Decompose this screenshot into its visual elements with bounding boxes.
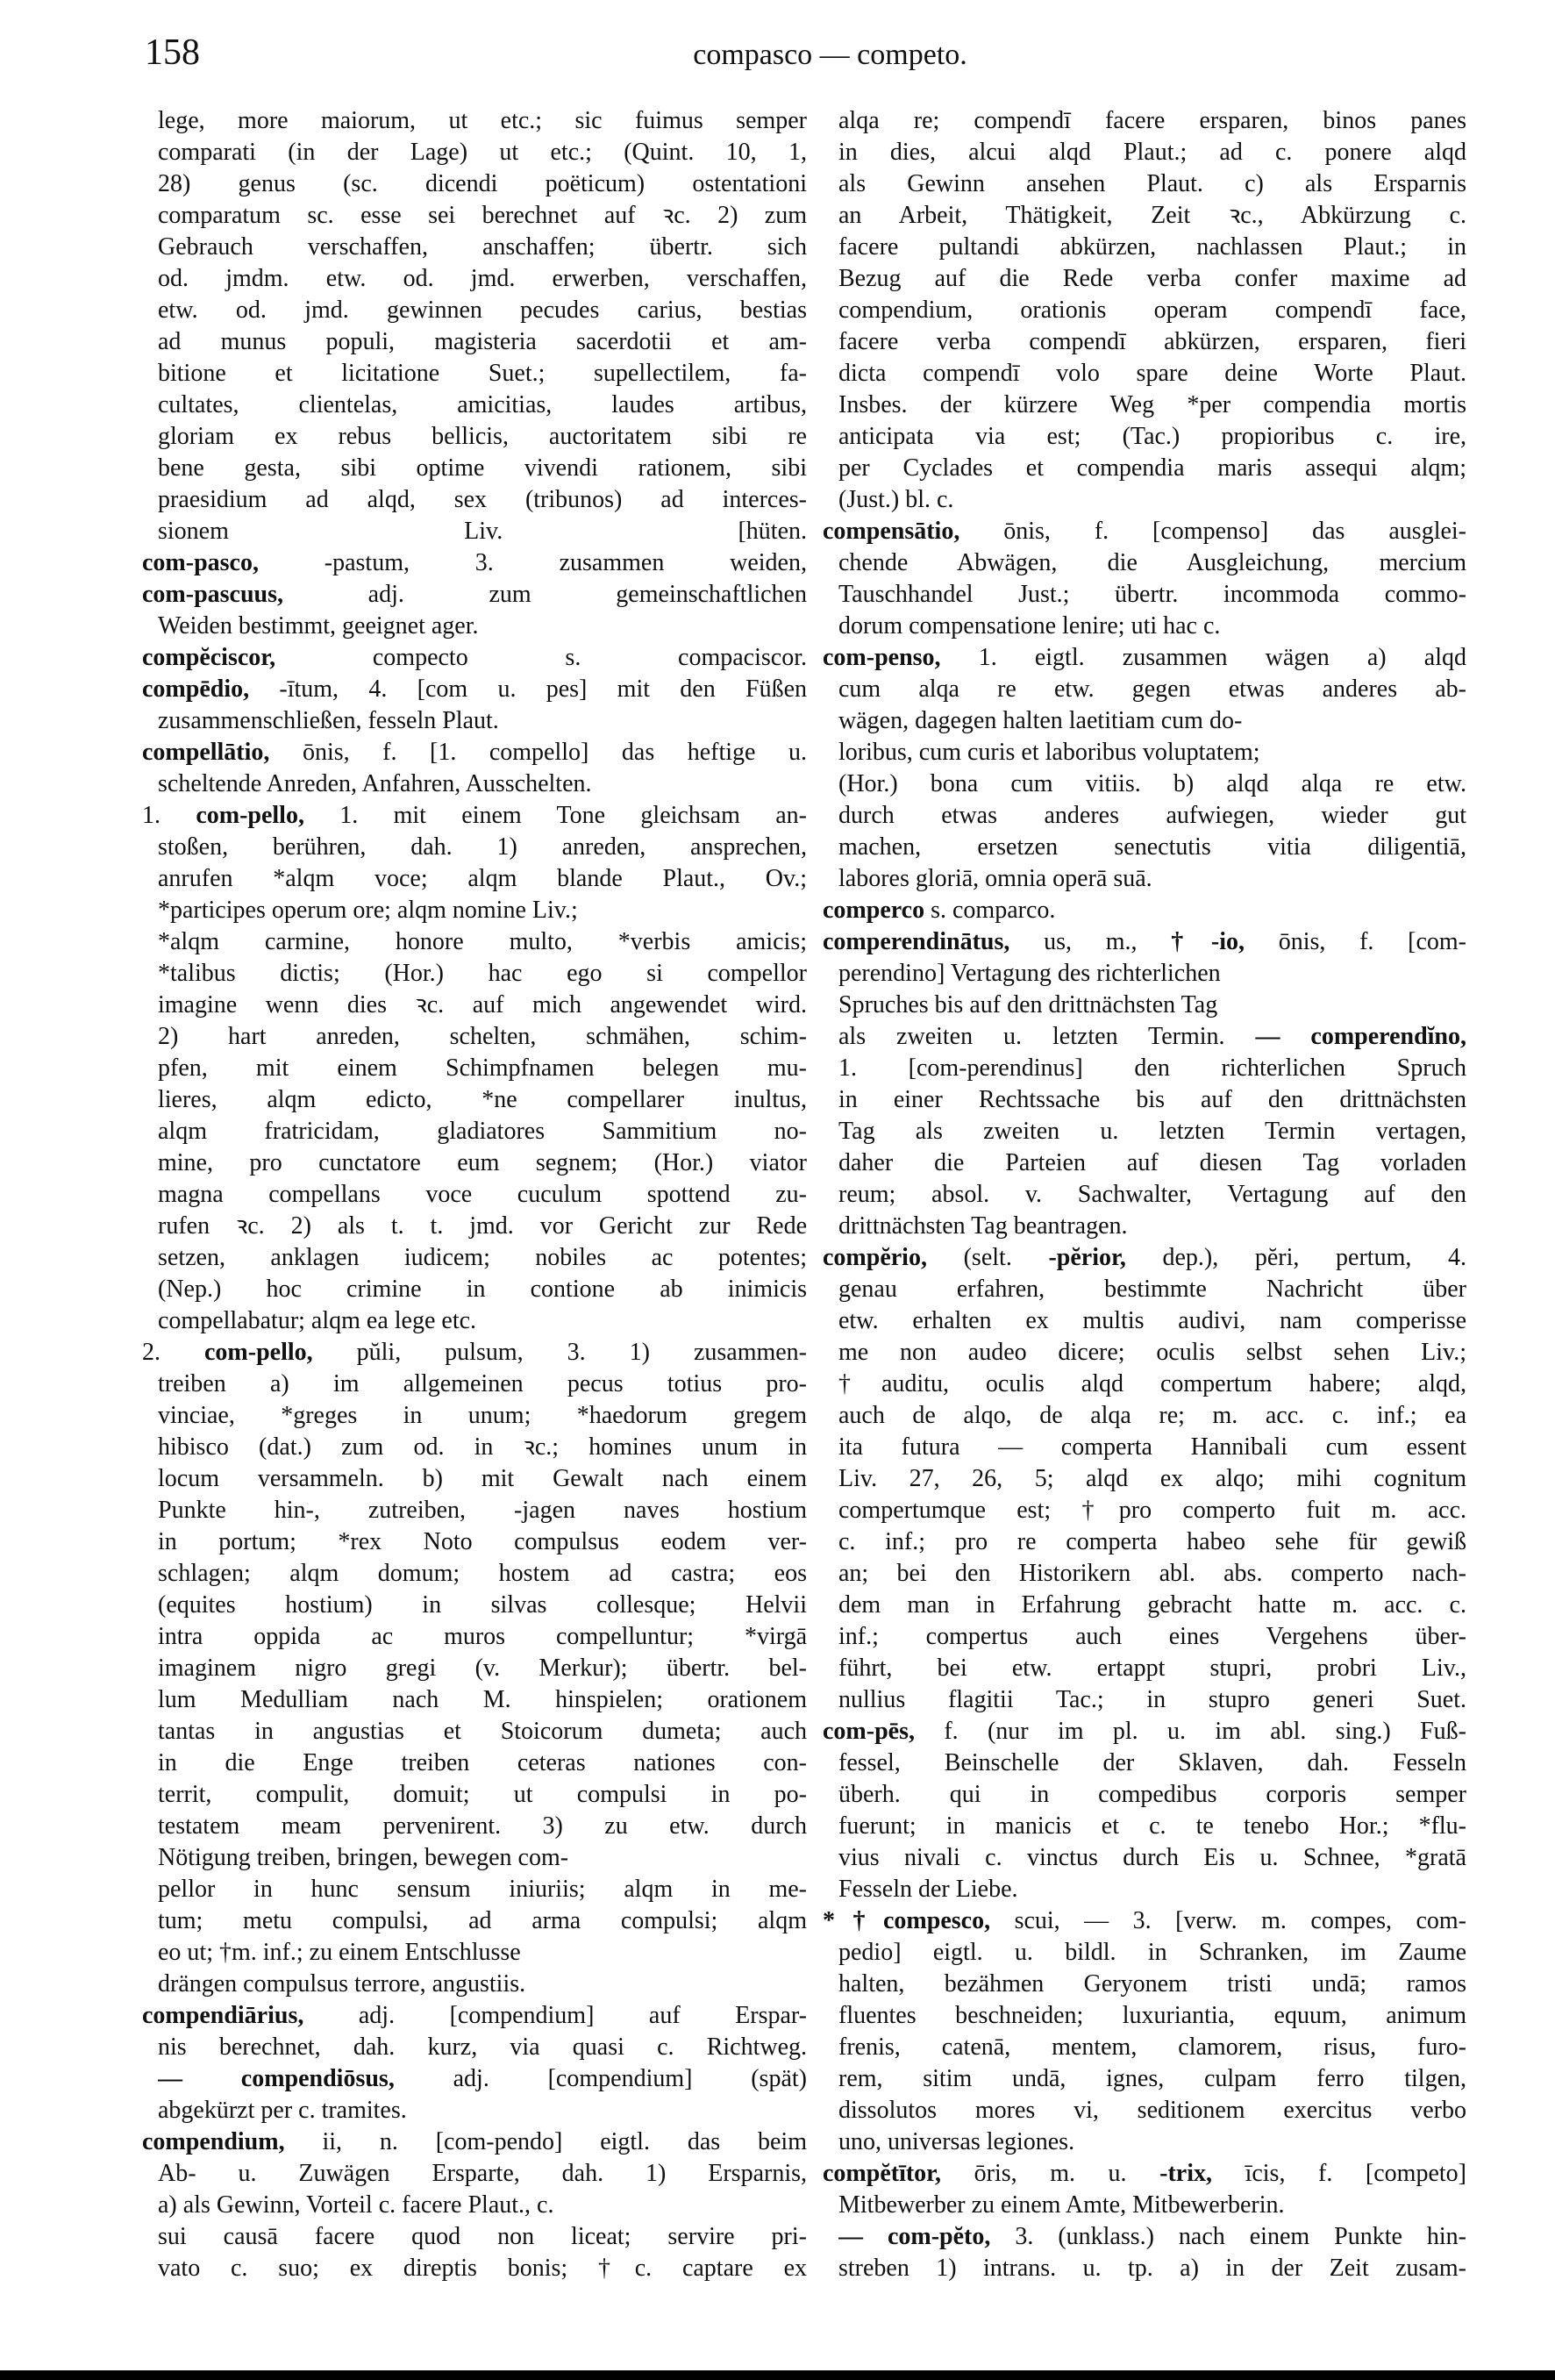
text-line: in einer Rechtssache bis auf den drittnächsten bbox=[838, 1086, 1466, 1113]
text-line: Ab- u. Zuwägen Ersparte, dah. 1) Ersparnis, bbox=[158, 2160, 807, 2187]
text-line: a) als Gewinn, Vorteil c. facere Plaut., c. bbox=[158, 2191, 554, 2219]
text-line: per Cyclades et compendia maris assequi alqm; bbox=[838, 454, 1466, 482]
headword: — compendiōsus, bbox=[158, 2065, 395, 2092]
text-line: drängen compulsus terrore, angustiis. bbox=[158, 1970, 526, 1998]
text-line: scheltende Anreden, Anfahren, Ausschelten. bbox=[158, 770, 592, 797]
entry-text: adj. [compendium] auf Erspar- bbox=[303, 2002, 807, 2029]
entry-text: 1. bbox=[142, 802, 196, 829]
entry-line bbox=[142, 2000, 807, 2032]
text-line: (Just.) bl. c. bbox=[838, 486, 954, 513]
text-line: pfen, mit einem Schimpfnamen belegen mu- bbox=[158, 1054, 807, 1082]
text-line: loribus, cum curis et laboribus voluptatem; bbox=[838, 739, 1260, 766]
text-line: territ, compulit, domuit; ut compulsi in po- bbox=[158, 1781, 807, 1808]
text-line: etw. erhalten ex multis audivi, nam comperisse bbox=[838, 1307, 1466, 1334]
text-line: frenis, catenā, mentem, clamorem, risus, furo- bbox=[838, 2033, 1466, 2061]
left-column bbox=[142, 105, 807, 2284]
text-line: an; bei den Historikern abl. abs. comperto nach- bbox=[838, 1560, 1466, 1587]
text-line: pellor in hunc sensum iniuriis; alqm in me- bbox=[158, 1876, 807, 1903]
entry-text: adj. zum gemeinschaftlichen bbox=[283, 581, 807, 608]
text-line: compendium, orationis operam compendī face, bbox=[838, 297, 1466, 324]
entry-text: adj. [compendium] (spät) bbox=[394, 2065, 807, 2092]
text-line: †auditu, oculis alqd compertum habere; alqd, bbox=[838, 1370, 1466, 1397]
text-line: sionem Liv. [hüten. bbox=[158, 518, 807, 545]
text-line: eo ut; †m. inf.; zu einem Entschlusse bbox=[158, 1939, 521, 1966]
text-line: tum; metu compulsi, ad arma compulsi; alqm bbox=[158, 1907, 807, 1934]
text-line: imagine wenn dies ꝛc. auf mich angewendet wird. bbox=[158, 991, 807, 1018]
text-line: sui causā facere quod non liceat; servire pri- bbox=[158, 2223, 807, 2250]
text-line: dissolutos mores vi, seditionem exercitus verbo bbox=[838, 2097, 1466, 2124]
text-line: vato c. suo; ex direptis bonis; †c. captare ex bbox=[158, 2255, 807, 2282]
entry-line bbox=[823, 1905, 1466, 1937]
entry-text: -pastum, 3. zusammen weiden, bbox=[258, 549, 807, 576]
headword: com-pello, bbox=[196, 802, 304, 829]
text-line: praesidium ad alqd, sex (tribunos) ad interces- bbox=[158, 486, 807, 513]
headword: compensātio, bbox=[823, 518, 960, 545]
text-line: 2) hart anreden, schelten, schmähen, schim- bbox=[158, 1023, 807, 1050]
entry-line bbox=[823, 926, 1466, 958]
text-line: anrufen *alqm voce; alqm blande Plaut., Ov.; bbox=[158, 865, 807, 892]
headword: compendium, bbox=[142, 2128, 285, 2155]
entry-line bbox=[142, 737, 807, 768]
text-line: durch etwas anderes aufwiegen, wieder gut bbox=[838, 802, 1466, 829]
text-line: genau erfahren, bestimmte Nachricht über bbox=[838, 1276, 1466, 1303]
text-line: Insbes. der kürzere Weg *per compendia mortis bbox=[838, 391, 1466, 418]
text-line: dicta compendī volo spare deine Worte Plaut. bbox=[838, 360, 1466, 387]
text-line: als Gewinn ansehen Plaut. c) als Ersparnis bbox=[838, 170, 1466, 197]
entry-line bbox=[142, 1337, 807, 1369]
text-line: od. jmdm. etw. od. jmd. erwerben, verschaffen, bbox=[158, 265, 807, 292]
text-line: compellabatur; alqm ea lege etc. bbox=[158, 1307, 477, 1334]
text-line: comparati (in der Lage) ut etc.; (Quint. 10, 1, bbox=[158, 139, 807, 166]
text-line: 1. [com-perendinus] den richterlichen Spruch bbox=[838, 1054, 1466, 1082]
text-line: streben 1) intrans. u. tp. a) in der Zeit zusam- bbox=[838, 2255, 1466, 2282]
text-line: führt, bei etw. ertappt stupri, probri Liv., bbox=[838, 1655, 1466, 1682]
text-line: Punkte hin-, zutreiben, -jagen naves hostium bbox=[158, 1497, 807, 1524]
text-line: Fesseln der Liebe. bbox=[838, 1876, 1018, 1903]
text-line: lieres, alqm edicto, *ne compellarer inultus, bbox=[158, 1086, 807, 1113]
page-number: 158 bbox=[145, 32, 200, 73]
headword: com-pello, bbox=[204, 1339, 313, 1366]
text-line: imaginem nigro gregi (v. Merkur); übertr. bel- bbox=[158, 1655, 807, 1682]
entry-text: 2. bbox=[142, 1339, 204, 1366]
text-line: etw. od. jmd. gewinnen pecudes carius, bestias bbox=[158, 297, 807, 324]
headword: compĕciscor, bbox=[142, 644, 276, 671]
entry-text: ōris, m. u. bbox=[941, 2160, 1160, 2187]
entry-text: f. (nur im pl. u. im abl. sing.) Fuß- bbox=[914, 1718, 1466, 1745]
text-line: in portum; *rex Noto compulsus eodem ver- bbox=[158, 1528, 807, 1555]
entry-text: als zweiten u. letzten Termin. bbox=[838, 1023, 1256, 1050]
entry-text: us, m., bbox=[1009, 928, 1172, 955]
text-line: cultates, clientelas, amicitias, laudes artibus, bbox=[158, 391, 807, 418]
text-line: labores gloriā, omnia operā suā. bbox=[838, 865, 1152, 892]
text-line: setzen, anklagen iudicem; nobiles ac potentes; bbox=[158, 1244, 807, 1271]
text-line: Liv. 27, 26, 5; alqd ex alqo; mihi cognitum bbox=[838, 1465, 1466, 1492]
entry-line bbox=[823, 2158, 1466, 2190]
text-line: magna compellans voce cuculum spottend zu- bbox=[158, 1181, 807, 1208]
right-column bbox=[823, 105, 1466, 2284]
entry-text: scui, — 3. [verw. m. compes, com- bbox=[990, 1907, 1466, 1934]
text-line: ad munus populi, magisteria sacerdotii et am- bbox=[158, 328, 807, 355]
headword: comperco bbox=[823, 897, 925, 924]
text-line: vius nivali c. vinctus durch Eis u. Schnee, *gratā bbox=[838, 1844, 1466, 1871]
text-line: (equites hostium) in silvas collesque; Helvii bbox=[158, 1591, 807, 1619]
text-line: facere pultandi abkürzen, nachlassen Plaut.; in bbox=[838, 233, 1466, 261]
entry-line bbox=[823, 642, 1466, 674]
headword: -pĕrior, bbox=[1048, 1244, 1126, 1271]
text-line: fluentes beschneiden; luxuriantia, equum, animum bbox=[838, 2002, 1466, 2029]
text-line: drittnächsten Tag beantragen. bbox=[838, 1212, 1128, 1240]
text-line: Bezug auf die Rede verba confer maxime ad bbox=[838, 265, 1466, 292]
entry-line bbox=[823, 516, 1466, 547]
text-line: inf.; compertus auch eines Vergehens über- bbox=[838, 1623, 1466, 1650]
entry-text: ōnis, f. [1. compello] das heftige u. bbox=[269, 739, 807, 766]
headword: compendiārius, bbox=[142, 2002, 304, 2029]
entry-line bbox=[142, 547, 807, 579]
text-line: hibisco (dat.) zum od. in ꝛc.; homines unum in bbox=[158, 1433, 807, 1461]
text-line: rem, sitim undā, ignes, culpam ferro tilgen, bbox=[838, 2065, 1466, 2092]
text-line: zusammenschließen, fesseln Plaut. bbox=[158, 707, 499, 734]
text-line: daher die Parteien auf diesen Tag vorladen bbox=[838, 1149, 1466, 1176]
entry-text: ōnis, f. [com- bbox=[1245, 928, 1466, 955]
text-line: gloriam ex rebus bellicis, auctoritatem sibi re bbox=[158, 423, 807, 450]
text-line: testatem meam pervenirent. 3) zu etw. durch bbox=[158, 1812, 807, 1840]
entry-line bbox=[142, 800, 807, 832]
entry-text: s. comparco. bbox=[924, 897, 1056, 924]
text-line: bitione et licitatione Suet.; supellectilem, fa- bbox=[158, 360, 807, 387]
entry-line bbox=[142, 674, 807, 705]
text-line: facere verba compendī abkürzen, ersparen, fieri bbox=[838, 328, 1466, 355]
headword: com-pascuus, bbox=[142, 581, 284, 608]
text-line: *talibus dictis; (Hor.) hac ego si compellor bbox=[158, 960, 807, 987]
text-line: stoßen, berühren, dah. 1) anreden, ansprechen, bbox=[158, 833, 807, 861]
text-line: rufen ꝛc. 2) als t. t. jmd. vor Gericht zur Rede bbox=[158, 1212, 807, 1240]
headword: com-pasco, bbox=[142, 549, 259, 576]
text-line: in dies, alcui alqd Plaut.; ad c. ponere alqd bbox=[838, 139, 1466, 166]
entry-text: 1. eigtl. zusammen wägen a) alqd bbox=[940, 644, 1466, 671]
entry-line bbox=[142, 642, 807, 674]
entry-text: compecto s. compaciscor. bbox=[275, 644, 807, 671]
text-line: Tauschhandel Just.; übertr. incommoda commo- bbox=[838, 581, 1466, 608]
text-line: *participes operum ore; alqm nomine Liv.; bbox=[158, 897, 578, 924]
headword: com-penso, bbox=[823, 644, 941, 671]
text-line: Mitbewerber zu einem Amte, Mitbewerberin. bbox=[838, 2191, 1285, 2219]
entry-line bbox=[158, 2063, 807, 2095]
text-line: abgekürzt per c. tramites. bbox=[158, 2097, 407, 2124]
text-line: compertumque est; †pro comperto fuit m. acc. bbox=[838, 1497, 1466, 1524]
entry-text: pŭli, pulsum, 3. 1) zusammen- bbox=[312, 1339, 807, 1366]
scan-edge-bar bbox=[0, 2370, 1555, 2380]
text-line: an Arbeit, Thätigkeit, Zeit ꝛc., Abkürzung c. bbox=[838, 202, 1466, 229]
text-line: intra oppida ac muros compelluntur; *virgā bbox=[158, 1623, 807, 1650]
text-line: 28) genus (sc. dicendi poëticum) ostentationi bbox=[158, 170, 807, 197]
text-line: bene gesta, sibi optime vivendi rationem, sibi bbox=[158, 454, 807, 482]
entry-text: -ītum, 4. [com u. pes] mit den Füßen bbox=[249, 675, 807, 703]
text-line: überh. qui in compedibus corporis semper bbox=[838, 1781, 1466, 1808]
text-line: *alqm carmine, honore multo, *verbis amicis; bbox=[158, 928, 807, 955]
headword: — com-pĕto, bbox=[838, 2223, 991, 2250]
entry-text: īcis, f. [competo] bbox=[1212, 2160, 1466, 2187]
text-line: anticipata via est; (Tac.) propioribus c. ire, bbox=[838, 423, 1466, 450]
text-line: Nötigung treiben, bringen, bewegen com- bbox=[158, 1844, 569, 1871]
text-line: fuerunt; in manicis et c. te tenebo Hor.; *flu- bbox=[838, 1812, 1466, 1840]
entry-text: (selt. bbox=[926, 1244, 1049, 1271]
text-line: pedio] eigtl. u. bildl. in Schranken, im Zaume bbox=[838, 1939, 1466, 1966]
text-line: machen, ersetzen senectutis vitia diligentiā, bbox=[838, 833, 1466, 861]
text-line: comparatum sc. esse sei berechnet auf ꝛc. 2) zum bbox=[158, 202, 807, 229]
text-line: mine, pro cunctatore eum segnem; (Hor.) viator bbox=[158, 1149, 807, 1176]
text-line: chende Abwägen, die Ausgleichung, mercium bbox=[838, 549, 1466, 576]
text-line: auch de alqo, de alqa re; m. acc. c. inf.; ea bbox=[838, 1402, 1466, 1429]
entry-line bbox=[823, 895, 1466, 926]
entry-line bbox=[823, 1242, 1466, 1274]
text-line: lege, more maiorum, ut etc.; sic fuimus semper bbox=[158, 107, 807, 134]
headword: compēdio, bbox=[142, 675, 250, 703]
text-line: tantas in angustias et Stoicorum dumeta; auch bbox=[158, 1718, 807, 1745]
text-line: treiben a) im allgemeinen pecus totius pro- bbox=[158, 1370, 807, 1397]
text-line: perendino] Vertagung des richterlichen bbox=[838, 960, 1221, 987]
headword: — comperendĭno, bbox=[1255, 1023, 1466, 1050]
text-line: Spruches bis auf den drittnächsten Tag bbox=[838, 991, 1218, 1018]
text-line: Gebrauch verschaffen, anschaffen; übertr. sich bbox=[158, 233, 807, 261]
text-line: wägen, dagegen halten laetitiam cum do- bbox=[838, 707, 1243, 734]
text-line: lum Medulliam nach M. hinspielen; orationem bbox=[158, 1686, 807, 1713]
text-line: halten, bezähmen Geryonem tristi undā; ramos bbox=[838, 1970, 1466, 1998]
entry-line bbox=[838, 1021, 1466, 1053]
text-line: uno, universas legiones. bbox=[838, 2128, 1075, 2155]
headword: comperendinātus, bbox=[823, 928, 1010, 955]
entry-line bbox=[142, 2126, 807, 2158]
text-line: dem man in Erfahrung gebracht hatte m. acc. c. bbox=[838, 1591, 1466, 1619]
entry-text: dep.), pĕri, pertum, 4. bbox=[1125, 1244, 1466, 1271]
text-line: nullius flagitii Tac.; in stupro generi Suet. bbox=[838, 1686, 1466, 1713]
entry-line bbox=[823, 1716, 1466, 1747]
text-line: nis berechnet, dah. kurz, via quasi c. Richtweg. bbox=[158, 2033, 807, 2061]
headword: †-io, bbox=[1171, 928, 1245, 955]
text-line: reum; absol. v. Sachwalter, Vertagung auf den bbox=[838, 1181, 1466, 1208]
text-line: cum alqa re etw. gegen etwas anderes ab- bbox=[838, 675, 1466, 703]
entry-text: ii, n. [com-pendo] eigtl. das beim bbox=[284, 2128, 807, 2155]
entry-text: ōnis, f. [compenso] das ausglei- bbox=[959, 518, 1466, 545]
text-line: vinciae, *greges in unum; *haedorum gregem bbox=[158, 1402, 807, 1429]
text-line: c. inf.; pro re comperta habeo sehe für gewiß bbox=[838, 1528, 1466, 1555]
text-line: me non audeo dicere; oculis selbst sehen Liv.; bbox=[838, 1339, 1466, 1366]
text-line: locum versammeln. b) mit Gewalt nach einem bbox=[158, 1465, 807, 1492]
text-line: in die Enge treiben ceteras nationes con- bbox=[158, 1749, 807, 1776]
text-line: Weiden bestimmt, geeignet ager. bbox=[158, 612, 479, 640]
text-line: schlagen; alqm domum; hostem ad castra; eos bbox=[158, 1560, 807, 1587]
entry-text: 3. (unklass.) nach einem Punkte hin- bbox=[990, 2223, 1466, 2250]
text-line: (Hor.) bona cum vitiis. b) alqd alqa re etw. bbox=[838, 770, 1466, 797]
entry-text: 1. mit einem Tone gleichsam an- bbox=[303, 802, 807, 829]
text-line: Tag als zweiten u. letzten Termin vertagen, bbox=[838, 1118, 1466, 1145]
text-line: alqa re; compendī facere ersparen, binos panes bbox=[838, 107, 1466, 134]
headword: *†compesco, bbox=[823, 1907, 991, 1934]
headword: compĕrio, bbox=[823, 1244, 927, 1271]
running-head: compasco — competo. bbox=[693, 39, 967, 71]
entry-line bbox=[838, 2221, 1466, 2253]
text-line: fessel, Beinschelle der Sklaven, dah. Fesseln bbox=[838, 1749, 1466, 1776]
headword: compellātio, bbox=[142, 739, 270, 766]
headword: com-pēs, bbox=[823, 1718, 915, 1745]
text-line: (Nep.) hoc crimine in contione ab inimicis bbox=[158, 1276, 807, 1303]
headword: -trix, bbox=[1159, 2160, 1212, 2187]
text-line: dorum compensatione lenire; uti hac c. bbox=[838, 612, 1221, 640]
text-line: alqm fratricidam, gladiatores Sammitium no- bbox=[158, 1118, 807, 1145]
entry-line bbox=[142, 579, 807, 611]
text-line: ita futura — comperta Hannibali cum essent bbox=[838, 1433, 1466, 1461]
headword: compĕtītor, bbox=[823, 2160, 942, 2187]
